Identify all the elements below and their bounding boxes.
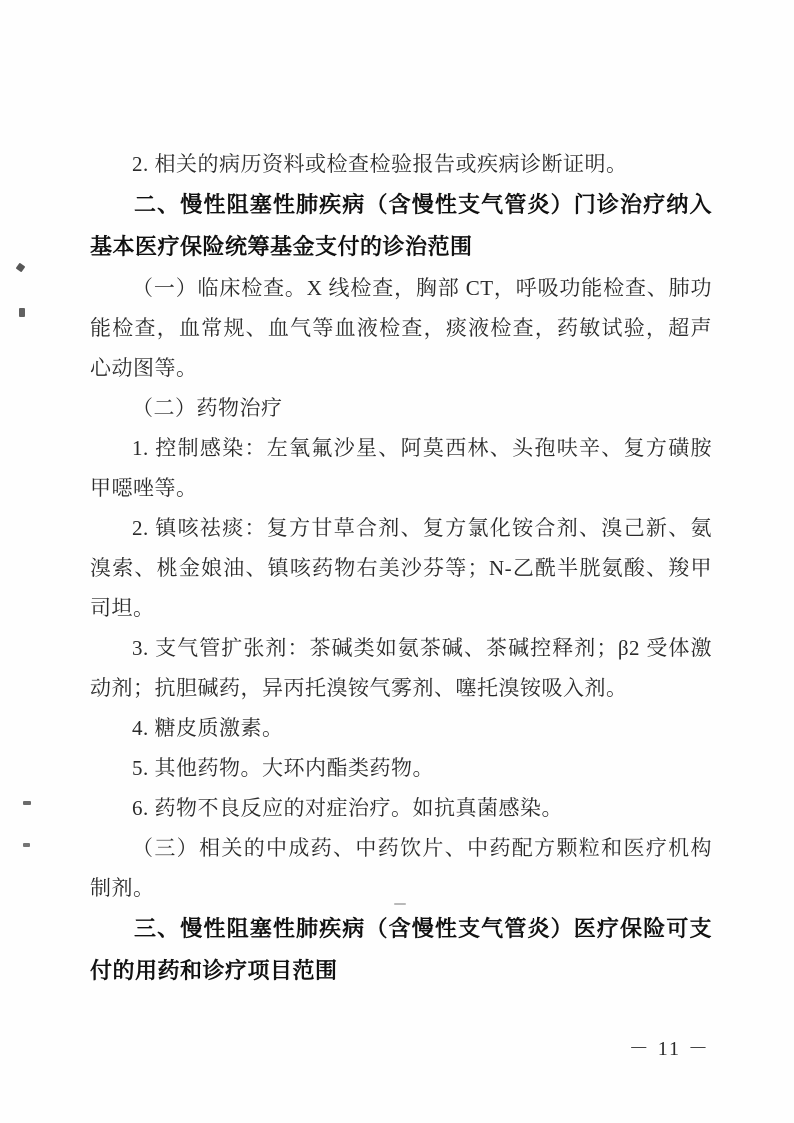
section-heading-3: 三、慢性阻塞性肺疾病（含慢性支气管炎）医疗保险可支付的用药和诊疗项目范围	[90, 916, 712, 983]
scan-artifact-speck	[23, 843, 30, 847]
paragraph-bronchodilators: 3. 支气管扩张剂：茶碱类如氨茶碱、茶碱控释剂；β2 受体激动剂；抗胆碱药，异丙托溴铵气雾剂、噻托溴铵吸入剂。	[90, 636, 712, 700]
scan-artifact-speck	[19, 308, 25, 317]
scan-artifact-speck	[16, 263, 26, 273]
paragraph-other-drugs: 5. 其他药物。大环内酯类药物。	[132, 756, 434, 780]
paragraph-drug-therapy-title: （二）药物治疗	[132, 396, 283, 420]
scan-artifact-speck	[23, 801, 31, 805]
scan-artifact-speck	[394, 903, 406, 905]
paragraph-adverse-reactions: 6. 药物不良反应的对症治疗。如抗真菌感染。	[132, 796, 563, 820]
document-body	[90, 144, 712, 992]
page-number: － 11 －	[628, 1038, 710, 1060]
section-heading-2: 二、慢性阻塞性肺疾病（含慢性支气管炎）门诊治疗纳入基本医疗保险统筹基金支付的诊治范围	[90, 192, 712, 259]
paragraph-list-item-2: 2. 相关的病历资料或检查检验报告或疾病诊断证明。	[132, 152, 628, 176]
paragraph-cough-expectorant: 2. 镇咳祛痰：复方甘草合剂、复方氯化铵合剂、溴己新、氨溴索、桃金娘油、镇咳药物右美沙芬等；N-乙酰半胱氨酸、羧甲司坦。	[90, 516, 712, 620]
paragraph-infection-control: 1. 控制感染：左氧氟沙星、阿莫西林、头孢呋辛、复方磺胺甲噁唑等。	[90, 436, 712, 500]
paragraph-tcm: （三）相关的中成药、中药饮片、中药配方颗粒和医疗机构制剂。	[90, 836, 712, 900]
paragraph-glucocorticoids: 4. 糖皮质激素。	[132, 716, 284, 740]
paragraph-clinical-checks: （一）临床检查。X 线检查，胸部 CT，呼吸功能检查、肺功能检查，血常规、血气等血液检查，痰液检查，药敏试验，超声心动图等。	[90, 276, 712, 380]
